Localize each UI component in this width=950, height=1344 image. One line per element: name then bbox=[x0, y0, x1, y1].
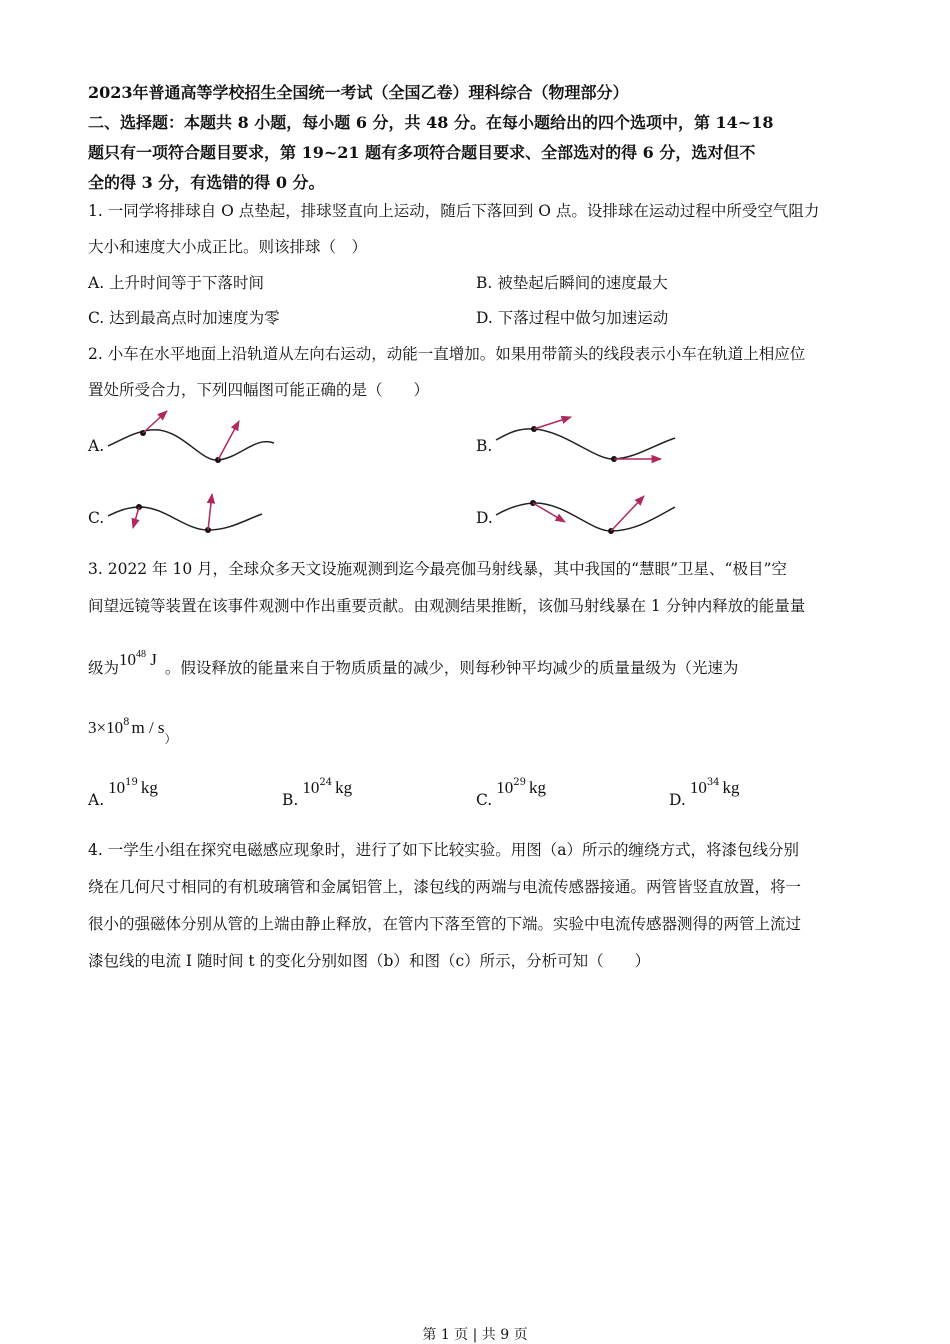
section-instructions-line1: 二、选择题：本题共 8 小题，每小题 6 分，共 48 分。在每小题给出的四个选项中，第 14~18 bbox=[88, 113, 774, 132]
q3-speed-close-paren: ） bbox=[164, 732, 177, 746]
q2-figure-d bbox=[496, 496, 675, 534]
q3-option-b-base: 10 bbox=[302, 778, 320, 797]
q3-stem-line3 bbox=[88, 649, 739, 678]
q3-option-b-exponent: 24 bbox=[319, 777, 333, 788]
q2-figures bbox=[0, 0, 950, 560]
q4-stem-line1: 4. 一学生小组在探究电磁感应现象时，进行了如下比较实验。用图（a）所示的缠绕方式，将漆包线分别 bbox=[88, 841, 799, 859]
q3-option-a-unit: kg bbox=[140, 778, 158, 797]
q2-stem-line2: 置处所受合力，下列四幅图可能正确的是（ ） bbox=[88, 381, 430, 399]
q4-stem-line3: 很小的强磁体分别从管的上端由静止释放，在管内下落至管的下端。实验中电流传感器测得的两管上流过 bbox=[88, 915, 802, 933]
q3-option-a-exponent: 19 bbox=[125, 777, 138, 788]
track-curve-c bbox=[108, 507, 262, 530]
page-title: 2023年普通高等学校招生全国统一考试（全国乙卷）理科综合（物理部分） bbox=[88, 83, 629, 102]
force-arrow-c1 bbox=[133, 507, 139, 528]
q3-stem-line2: 间望远镜等装置在该事件观测中作出重要贡献。由观测结果推断，该伽马射线暴在 1 分钟内释放的能量量 bbox=[88, 597, 806, 615]
q2-label-c: C. bbox=[88, 509, 105, 527]
q2-label-b: B. bbox=[476, 437, 493, 455]
q3-line3-prefix: 级为 bbox=[88, 659, 120, 677]
q3-speed-unit: m / s bbox=[131, 718, 165, 737]
force-arrow-d1 bbox=[533, 503, 565, 522]
q1-stem-line2: 大小和速度大小成正比。则该排球（ ） bbox=[88, 238, 368, 256]
q1-option-c: C. 达到最高点时加速度为零 bbox=[88, 309, 280, 327]
q3-option-a-base: 10 bbox=[108, 778, 126, 797]
q2-label-a: A. bbox=[88, 437, 105, 455]
track-curve-a bbox=[108, 430, 274, 460]
q3-option-d-exponent: 34 bbox=[706, 777, 720, 788]
q3-option-c-exponent: 29 bbox=[513, 777, 526, 788]
q3-speed-exponent: 8 bbox=[123, 717, 130, 728]
q3-line3-suffix: 。假设释放的能量来自于物质质量的减少，则每秒钟平均减少的质量量级为（光速为 bbox=[164, 659, 739, 677]
q3-option-a bbox=[88, 777, 158, 809]
q2-figure-b bbox=[496, 417, 675, 462]
q3-energy-value bbox=[119, 650, 157, 669]
section-instructions-line2: 题只有一项符合题目要求，第 19~21 题有多项符合题目要求、全部选对的得 6 分，选对但不 bbox=[88, 143, 756, 162]
q1-option-a: A. 上升时间等于下落时间 bbox=[88, 274, 265, 292]
q1-option-b: B. 被垫起后瞬间的速度最大 bbox=[476, 274, 668, 292]
q3-option-a-label: A. bbox=[88, 791, 105, 809]
q2-label-d: D. bbox=[476, 509, 493, 527]
q3-option-c-unit: kg bbox=[528, 778, 546, 797]
q3-stem-line1: 3. 2022 年 10 月，全球众多天文设施观测到迄今最亮伽马射线暴，其中我国的“慧眼”卫星、“极目”空 bbox=[88, 560, 787, 578]
q1-option-d: D. 下落过程中做匀加速运动 bbox=[476, 309, 669, 327]
q4-stem-line4: 漆包线的电流 I 随时间 t 的变化分别如图（b）和图（c）所示，分析可知（ ） bbox=[88, 952, 651, 970]
q3-speed-base: 3×10 bbox=[88, 718, 124, 737]
q3-option-b-unit: kg bbox=[335, 778, 353, 797]
q3-energy-exponent: 48 bbox=[136, 649, 147, 660]
q2-figure-a bbox=[108, 411, 274, 463]
q3-option-c bbox=[476, 777, 546, 809]
q3-speed-of-light bbox=[88, 717, 177, 746]
q2-figure-c bbox=[108, 494, 262, 533]
page-footer: 第 1 页 | 共 9 页 bbox=[422, 1327, 528, 1343]
force-arrow-b1 bbox=[534, 417, 571, 429]
q4-stem-line2: 绕在几何尺寸相同的有机玻璃管和金属铝管上，漆包线的两端与电流传感器接通。两管皆竖直放置，将一 bbox=[88, 878, 802, 896]
q3-option-c-label: C. bbox=[476, 791, 493, 809]
force-arrow-c2 bbox=[208, 494, 212, 530]
q3-option-d-base: 10 bbox=[689, 778, 707, 797]
q1-stem-line1: 1. 一同学将排球自 O 点垫起，排球竖直向上运动，随后下落回到 O 点。设排球在运动过程中所受空气阻力 bbox=[88, 202, 820, 220]
track-curve-b bbox=[496, 429, 675, 459]
q3-option-b bbox=[282, 777, 353, 809]
q3-option-b-label: B. bbox=[282, 791, 299, 809]
q3-option-d bbox=[669, 777, 740, 809]
q3-option-c-base: 10 bbox=[496, 778, 514, 797]
q3-option-d-unit: kg bbox=[722, 778, 740, 797]
q3-energy-unit: J bbox=[146, 650, 157, 669]
q3-energy-base: 10 bbox=[119, 650, 137, 669]
section-instructions-line3: 全的得 3 分，有选错的得 0 分。 bbox=[88, 173, 325, 192]
track-curve-d bbox=[496, 503, 675, 531]
q3-option-d-label: D. bbox=[669, 791, 686, 809]
q2-stem-line1: 2. 小车在水平地面上沿轨道从左向右运动，动能一直增加。如果用带箭头的线段表示小车在轨道上相应位 bbox=[88, 345, 806, 363]
